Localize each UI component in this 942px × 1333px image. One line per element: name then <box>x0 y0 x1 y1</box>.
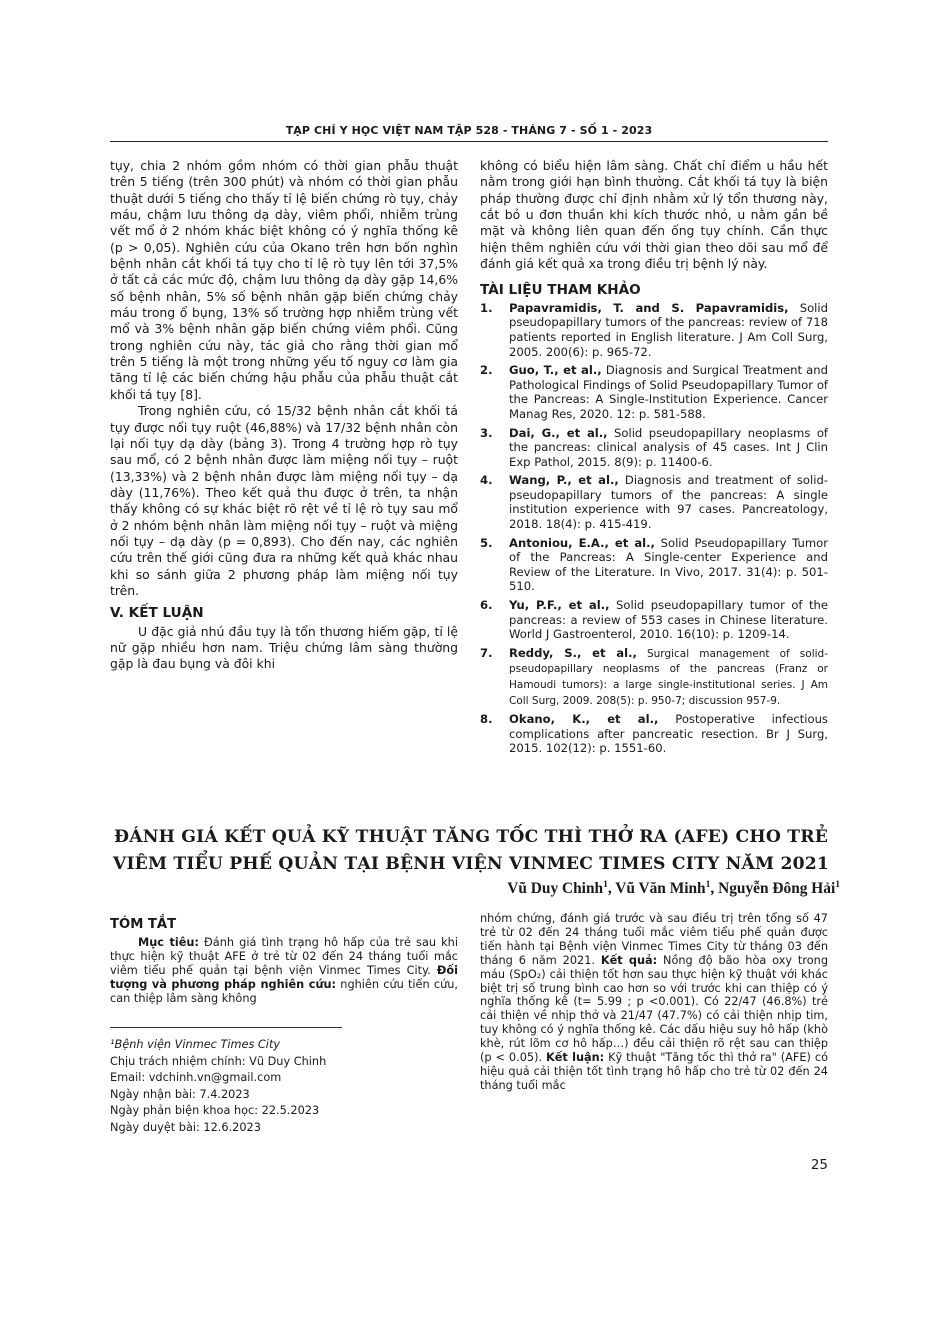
footnote-email: Email: vdchinh.vn@gmail.com <box>110 1071 282 1085</box>
abstract-continued-text: nhóm chứng, đánh giá trước và sau điều trị trên tổng số 47 trẻ từ 02 đến 24 tháng tuổi mắc viêm tiểu phế quản được tiến hành tại Bệnh viện Vinmec Times City từ tháng 03 đến tháng 6 năm 2021. <box>480 912 828 967</box>
reference-item <box>480 473 828 531</box>
footnote-affiliation: ¹Bệnh viện Vinmec Times City <box>110 1038 281 1051</box>
reference-authors: Dai, G., et al., <box>509 425 608 440</box>
article-title-line-2: VIÊM TIỂU PHẾ QUẢN TẠI BỆNH VIỆN VINMEC TIMES CITY NĂM 2021 <box>112 854 830 874</box>
author-name: Vũ Văn Minh <box>615 880 706 898</box>
references-heading: TÀI LIỆU THAM KHẢO <box>480 282 641 299</box>
abstract-heading: TÓM TẮT <box>110 917 177 932</box>
reference-authors: Wang, P., et al., <box>509 473 619 488</box>
results-text: Nồng độ bão hòa oxy trong máu (SpO₂) cải thiện tốt hơn sau thực hiện kỹ thuật với khác biệt trị số trung bình cao hơn so với trước khi can thiệp có ý nghĩa thống kê (t= 5.99 ; p <0.001). Có 22/47 (46.8%) trẻ cải thiện về nhịp thở và 21/47 (47.7%) có cải thiện nhịp tim, tuy không có ý nghĩa thống kê. Các dấu hiệu suy hô hấp (khò khè, rút lõm cơ hô hấp…) đều cải thiện rõ rệt sau can thiệp (p < 0.05). <box>480 953 828 1065</box>
left-paragraph-1: tụy, chia 2 nhóm gồm nhóm có thời gian phẫu thuật trên 5 tiếng (trên 300 phút) và nhóm có thời gian phẫu thuật dưới 5 tiếng cho thấy tỉ lệ biến chứng rò tụy, chảy máu, chậm lưu thông dạ dày, viêm phổi, nhiễm trùng vết mổ ở 2 nhóm khác biệt không có ý nghĩa thống kê (p > 0,05). Nghiên cứu của Okano trên hơn bốn nghìn bệnh nhân cắt khối tá tụy cho tỉ lệ rò tụy lên tới 37,5% ở tất cả các mức độ, chậm lưu thông dạ dày gặp 14,6% số bệnh nhân, 5% số bệnh nhân gặp biến chứng chảy máu trong ổ bụng, 13% số trường hợp nhiễm trùng vết mổ và 3% bệnh nhân gặp biến chứng viêm phổi. Cũng trong nghiên cứu này, tác giả cho rằng thời gian mổ trên 5 tiếng là một trong những yếu tố nguy cơ làm gia tăng tỉ lệ các biến chứng hậu phẫu của phẫu thuật cắt khối tá tụy [8]. <box>110 158 458 402</box>
conclusion-label: Kết luận: <box>546 1051 605 1065</box>
reference-number: 8. <box>480 712 493 727</box>
author-affiliation-mark: 1 <box>705 880 711 890</box>
left-column <box>110 158 458 673</box>
author-name: Nguyễn Đông Hải <box>718 880 836 898</box>
reference-authors: Reddy, S., et al., <box>509 645 637 660</box>
reference-item <box>480 712 828 756</box>
results-label: Kết quả: <box>600 953 658 967</box>
reference-item <box>480 536 828 594</box>
reference-number: 5. <box>480 535 493 550</box>
reference-authors: Guo, T., et al., <box>509 363 602 378</box>
reference-number: 6. <box>480 598 493 613</box>
reference-authors: Antoniou, E.A., et al., <box>509 535 655 550</box>
abstract-right <box>480 912 828 1093</box>
reference-text: Diagnosis and Surgical Treatment and Pathological Findings of Solid Pseudopapillary Tumor of the Pancreas: A Single-Institution Experience. Cancer Manag Res, 2020. 12: p. 581-588. <box>509 363 828 421</box>
reference-item <box>480 646 828 708</box>
right-column <box>480 158 828 760</box>
author-affiliation-mark: 1 <box>835 880 840 890</box>
reference-item <box>480 426 828 470</box>
article-title <box>100 824 842 878</box>
article-title-line-1: ĐÁNH GIÁ KẾT QUẢ KỸ THUẬT TĂNG TỐC THÌ THỞ RA (AFE) CHO TRẺ <box>113 827 829 847</box>
abstract-paragraph-right <box>480 912 828 1093</box>
page-number: 25 <box>810 1157 828 1173</box>
objective-label: Mục tiêu: <box>138 935 199 949</box>
author-name: Vũ Duy Chinh <box>507 880 604 898</box>
reference-item <box>480 598 828 642</box>
reference-number: 2. <box>480 363 493 378</box>
footnote-reviewed: Ngày phản biện khoa học: 22.5.2023 <box>110 1104 320 1118</box>
footnote-accepted: Ngày duyệt bài: 12.6.2023 <box>110 1120 261 1134</box>
abstract-paragraph-left <box>110 936 458 1006</box>
reference-number: 1. <box>480 300 493 315</box>
methods-label: Đối tượng và phương pháp nghiên cứu: <box>110 963 458 991</box>
conclusion-text: Kỹ thuật "Tăng tốc thì thở ra" (AFE) có hiệu quả cải thiện tốt tình trạng hô hấp cho trẻ từ 02 đến 24 tháng tuổi mắc <box>480 1051 828 1092</box>
header-rule <box>110 141 828 142</box>
author-separator: , <box>607 880 616 898</box>
reference-text: Solid Pseudopapillary Tumor of the Pancreas: A Single-center Experience and Review of the Literature. In Vivo, 2017. 31(4): p. 501-510. <box>509 535 828 594</box>
footnote-responsible: Chịu trách nhiệm chính: Vũ Duy Chinh <box>110 1054 327 1068</box>
article-authors <box>380 880 840 898</box>
reference-list <box>480 301 828 756</box>
abstract-left <box>110 918 458 1005</box>
methods-text: nghiên cứu tiến cứu, can thiệp lâm sàng không <box>110 977 458 1005</box>
objective-text: Đánh giá tình trạng hô hấp của trẻ sau khi thực hiện kỹ thuật AFE ở trẻ từ 02 đến 24 tháng tuổi mắc viêm tiểu phế quản tại bệnh viện Vinmec Times City. <box>110 935 458 977</box>
reference-text: Solid pseudopapillary neoplasms of the pancreas: clinical analysis of 45 cases. Int J Clin Exp Pathol, 2015. 8(9): p. 11400-6. <box>509 425 828 469</box>
right-paragraph-1: không có biểu hiện lâm sàng. Chất chỉ điểm u hầu hết nằm trong giới hạn bình thường. Cắt khối tá tụy là biện pháp thường được chỉ định nhằm xử lý tổn thương này, cắt bỏ u đơn thuần khi kích thước nhỏ, u nằm gần bề mặt và không liên quan đến ống tụy chính. Cần thực hiện thêm nghiên cứu với thời gian theo dõi sau mổ để đánh giá kết quả xa trong điều trị bệnh lý này. <box>480 158 828 272</box>
reference-number: 7. <box>480 645 493 660</box>
reference-number: 3. <box>480 425 493 440</box>
author-affiliation-mark: 1 <box>603 880 608 890</box>
reference-text: Solid pseudopapillary tumor of the pancreas: a review of 553 cases in Chinese literature. World J Gastroenterol, 2010. 16(10): p. 1209-14. <box>509 598 829 642</box>
reference-number: 4. <box>480 473 493 488</box>
reference-text: Postoperative infectious complications after pancreatic resection. Br J Surg, 2015. 102(12): p. 1551-60. <box>509 712 828 756</box>
left-paragraph-2: Trong nghiên cứu, có 15/32 bệnh nhân cắt khối tá tụy được nối tụy ruột (46,88%) và 17/32 bệnh nhân còn lại nối tụy dạ dày (bảng 3). Trong 4 trường hợp rò tụy sau mổ, có 2 bệnh nhân được làm miệng nối tụy – ruột (13,33%) và 2 bệnh nhân được làm miệng nối tụy – dạ dày (11,76%). Theo kết quả thu được ở trên, ta nhận thấy không có sự khác biệt rõ rệt về tỉ lệ rò tụy sau mổ ở 2 nhóm bệnh nhân làm miệng nối tụy – ruột và miệng nối tụy – dạ dày (p = 0,893). Cho đến nay, các nghiên cứu trên thế giới cũng đưa ra những kết quả khác nhau khi so sánh giữa 2 phương pháp làm miệng nối tụy trên. <box>110 403 458 598</box>
author-separator: , <box>710 880 719 898</box>
reference-item <box>480 363 828 421</box>
reference-text: Solid pseudopapillary tumors of the pancreas: review of 718 patients reported in English literature. J Am Coll Surg, 2005. 200(6): p. 965-72. <box>509 300 828 359</box>
reference-text: Diagnosis and treatment of solid-pseudopapillary tumors of the pancreas: A single institution experience with 97 cases. Pancreatology, 2018. 18(4): p. 415-419. <box>509 473 828 532</box>
footnotes <box>110 1037 458 1137</box>
reference-authors: Yu, P.F., et al., <box>509 598 610 613</box>
reference-item <box>480 301 828 359</box>
journal-header: TẠP CHÍ Y HỌC VIỆT NAM TẬP 528 - THÁNG 7 - SỐ 1 - 2023 <box>285 124 653 137</box>
left-paragraph-3: U đặc giả nhú đầu tụy là tổn thương hiếm gặp, tỉ lệ nữ gặp nhiều hơn nam. Triệu chứng lâm sàng thường gặp là đau bụng và đôi khi <box>110 623 458 672</box>
footnote-divider <box>110 1027 342 1028</box>
reference-text: Surgical management of solid-pseudopapillary neoplasms of the pancreas (Franz or Hamoudi tumors): a large single-institutional series. J Am Coll Surg, 2009. 208(5): p. 950-7; discussion 957-9. <box>509 647 828 707</box>
reference-authors: Papavramidis, T. and S. Papavramidis, <box>509 300 789 315</box>
conclusion-heading: V. KẾT LUẬN <box>110 605 204 622</box>
footnote-received: Ngày nhận bài: 7.4.2023 <box>110 1087 250 1101</box>
reference-authors: Okano, K., et al., <box>509 712 659 727</box>
